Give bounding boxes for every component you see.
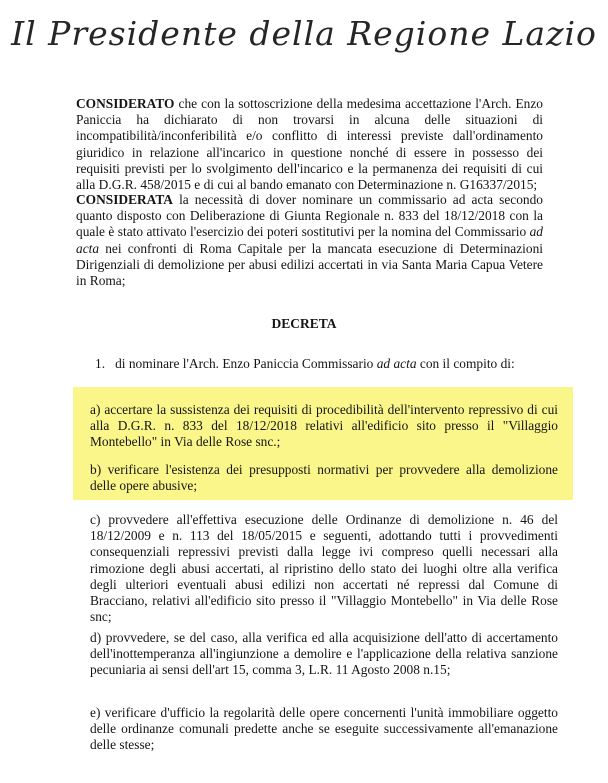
considerata-italic: ad acta	[76, 224, 543, 256]
considerata-text-b: nei confronti di Roma Capitale per la mancata esecuzione di Determinazioni Dirigenziali di demolizione per abusi edilizi accertati in via Santa Maria Capua Vetere in Roma;	[76, 240, 543, 289]
item-c: c) provvedere all'effettiva esecuzione delle Ordinanze di demolizione n. 46 del 18/12/2009 e n. 113 del 18/05/2015 e seguenti, adottando tutti i provvedimenti consequenziali repressivi previsti dalla legge ivi compreso quelli necessari alla rimozione degli abusi accertati, al ripristino dello stato dei luoghi oltre alla verifica degli ulteriori eventuali abusi edilizi non accertati né repressi dal Comune di Bracciano, relativi all'edificio sito presso il "Villaggio Montebello" in Via delle Rose snc;	[90, 512, 558, 625]
paragraph-considerata	[76, 192, 543, 289]
item-e: e) verificare d'ufficio la regolarità delle opere concernenti l'unità immobiliare oggetto delle ordinanze comunali predette anche se eseguite successivamente all'emanazione delle stesse;	[90, 705, 558, 753]
item-b: b) verificare l'esistenza dei presupposti normativi per provvedere alla demolizione delle opere abusive;	[90, 462, 558, 494]
considerata-text-a: la necessità di dover nominare un commissario ad acta secondo quanto disposto con Deliberazione di Giunta Regionale n. 833 del 18/12/2018 con la quale è stato attivato l'esercizio dei poteri sostitutivi per la nomina del Commissario	[76, 192, 543, 240]
item-1	[95, 356, 565, 372]
document-header: Il Presidente della Regione Lazio	[11, 14, 597, 53]
item-1-italic: ad acta	[376, 356, 417, 371]
item-1-text-a: di nominare l'Arch. Enzo Paniccia Commissario	[115, 356, 374, 371]
decreta-heading: DECRETA	[271, 316, 337, 331]
considerato-lead: CONSIDERATO	[76, 96, 175, 111]
paragraph-considerato	[76, 96, 543, 193]
item-1-number: 1.	[95, 356, 106, 371]
item-1-text-b: con il compito di:	[419, 356, 515, 371]
considerata-lead: CONSIDERATA	[76, 192, 173, 207]
considerato-text: che con la sottoscrizione della medesima accettazione l'Arch. Enzo Paniccia ha dichiarato di non trovarsi in alcuna delle situazioni di incompatibilità/inconferibilità e/o conflitto di interessi previste dall'ordinamento giuridico in relazione all'incarico in questione nonché di essere in possesso dei requisiti previsti per lo svolgimento dell'incarico e la permanenza dei requisiti di cui alla D.G.R. 458/2015 e di cui al bando emanato con Determinazione n. G16337/2015;	[76, 96, 543, 193]
item-d: d) provvedere, se del caso, alla verifica ed alla acquisizione dell'atto di accertamento dell'inottemperanza all'ingiunzione a demolire e l'applicazione della relativa sanzione pecuniaria ai sensi dell'art 15, comma 3, L.R. 11 Agosto 2008 n.15;	[90, 630, 558, 678]
item-a: a) accertare la sussistenza dei requisiti di procedibilità dell'intervento repressivo di cui alla D.G.R. n. 833 del 18/12/2018 relativi all'edificio sito presso il "Villaggio Montebello" in Via delle Rose snc.;	[90, 402, 558, 450]
